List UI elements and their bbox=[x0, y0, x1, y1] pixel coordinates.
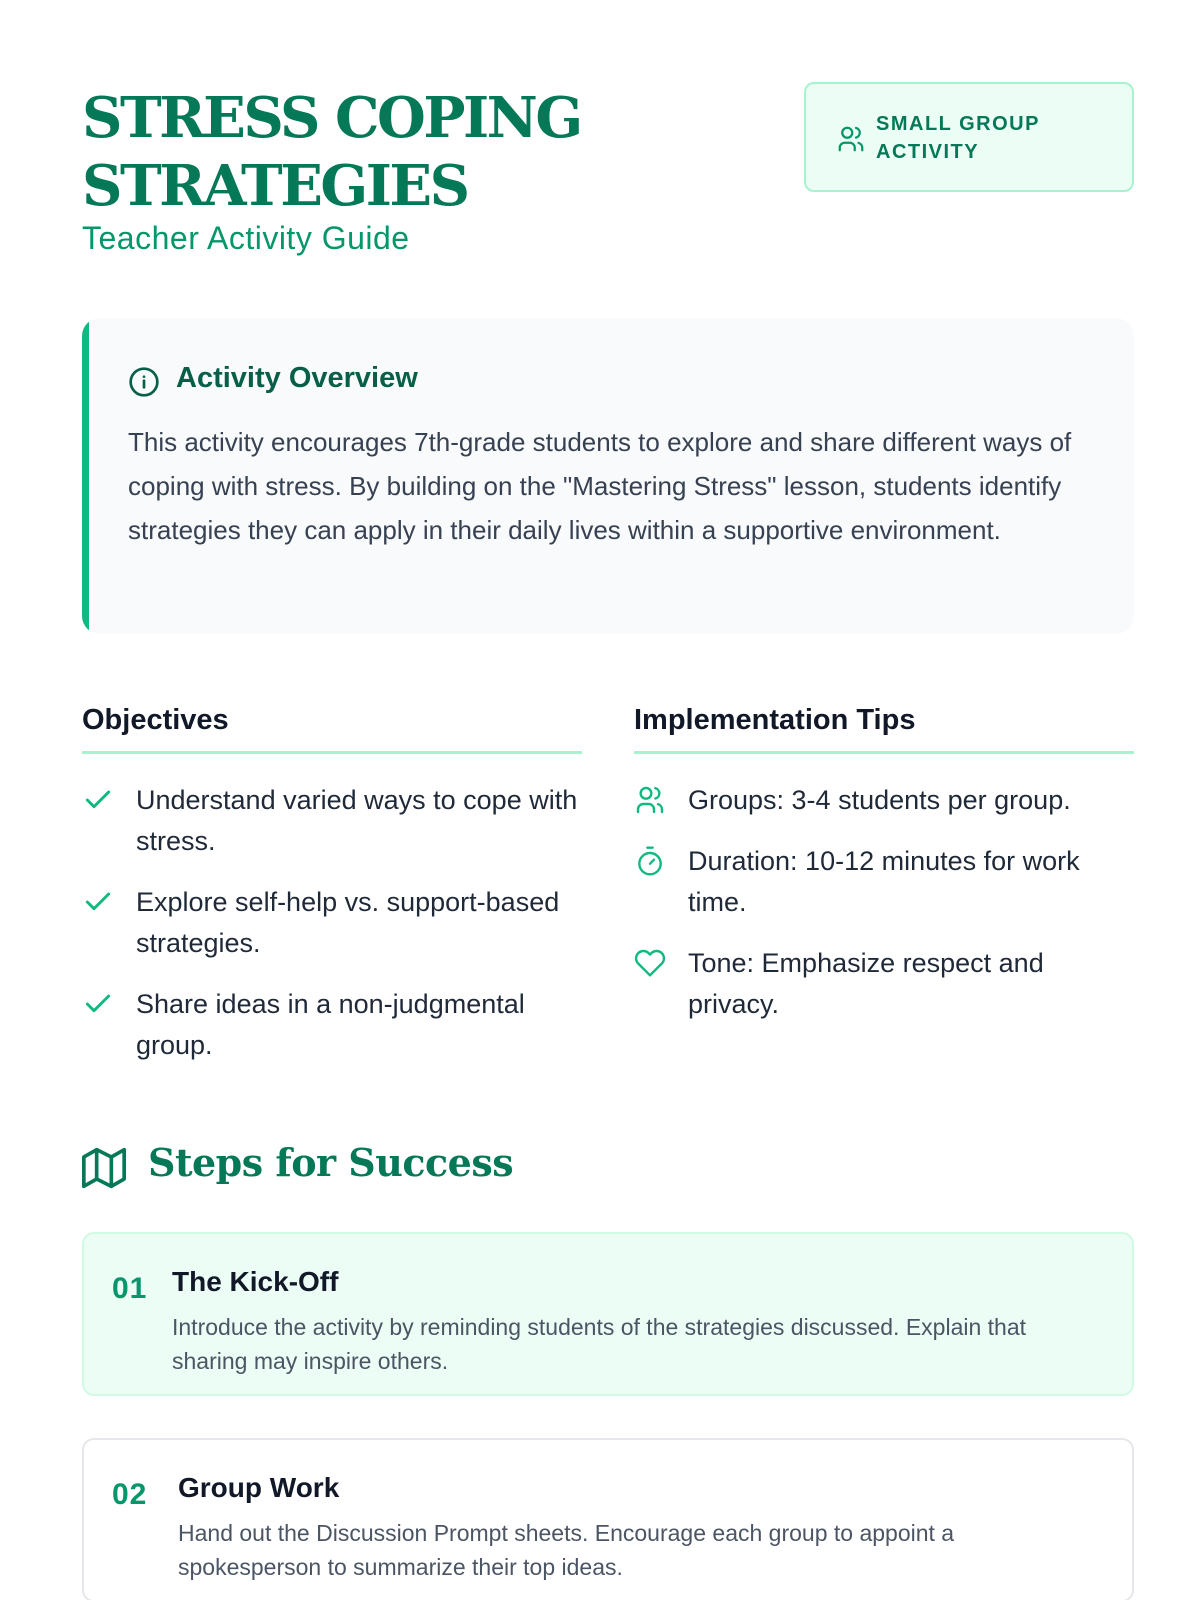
objective-item bbox=[82, 984, 582, 1066]
overview-text: This activity encourages 7th-grade students to explore and share different ways of coping with stress. By building on the "Mastering Stress" lesson, students identify strategies they can apply in their daily lives within a supportive environment. bbox=[128, 427, 1072, 545]
map-icon bbox=[82, 1146, 126, 1190]
tip-text: Tone: Emphasize respect and privacy. bbox=[688, 948, 1044, 1019]
tip-item bbox=[634, 943, 1134, 1025]
users-icon bbox=[836, 124, 866, 154]
step-title: Group Work bbox=[178, 1472, 340, 1503]
tip-item bbox=[634, 841, 1134, 923]
objectives-section bbox=[82, 704, 582, 1086]
step-card bbox=[82, 1232, 1134, 1396]
badge-label: SMALL GROUP ACTIVITY bbox=[876, 113, 1040, 163]
overview-title: Activity Overview bbox=[176, 362, 418, 394]
step-description: Introduce the activity by reminding students of the strategies discussed. Explain that sharing may inspire others. bbox=[172, 1314, 1027, 1374]
steps-heading: Steps for Success bbox=[148, 1140, 514, 1185]
info-icon bbox=[128, 366, 160, 398]
check-icon bbox=[82, 784, 114, 816]
tip-text: Duration: 10-12 minutes for work time. bbox=[688, 846, 1080, 917]
tip-text: Groups: 3-4 students per group. bbox=[688, 785, 1071, 815]
timer-icon bbox=[634, 845, 666, 877]
objectives-list bbox=[82, 780, 582, 1066]
objective-item bbox=[82, 882, 582, 964]
step-number: 02 bbox=[112, 1478, 148, 1511]
activity-overview-card bbox=[82, 318, 1134, 634]
tips-list bbox=[634, 780, 1134, 1025]
implementation-tips-section bbox=[634, 704, 1134, 1045]
objective-text: Understand varied ways to cope with stress. bbox=[136, 785, 578, 856]
tip-item bbox=[634, 780, 1134, 821]
activity-guide-page bbox=[82, 0, 1134, 1600]
objective-item bbox=[82, 780, 582, 862]
step-description: Hand out the Discussion Prompt sheets. Encourage each group to appoint a spokesperson to summarize their top ideas. bbox=[178, 1520, 955, 1580]
check-icon bbox=[82, 886, 114, 918]
users-icon bbox=[634, 784, 666, 816]
heart-icon bbox=[634, 947, 666, 979]
activity-type-badge bbox=[804, 82, 1134, 192]
step-title: The Kick-Off bbox=[172, 1266, 339, 1297]
check-icon bbox=[82, 988, 114, 1020]
objective-text: Explore self-help vs. support-based strategies. bbox=[136, 887, 560, 958]
page-title: STRESS COPING STRATEGIES bbox=[82, 85, 581, 219]
page-subtitle: Teacher Activity Guide bbox=[82, 220, 410, 256]
accent-bar bbox=[82, 318, 89, 634]
tips-heading: Implementation Tips bbox=[634, 704, 1134, 754]
step-card bbox=[82, 1438, 1134, 1600]
step-number: 01 bbox=[112, 1272, 148, 1305]
objective-text: Share ideas in a non-judgmental group. bbox=[136, 989, 525, 1060]
objectives-heading: Objectives bbox=[82, 704, 582, 754]
